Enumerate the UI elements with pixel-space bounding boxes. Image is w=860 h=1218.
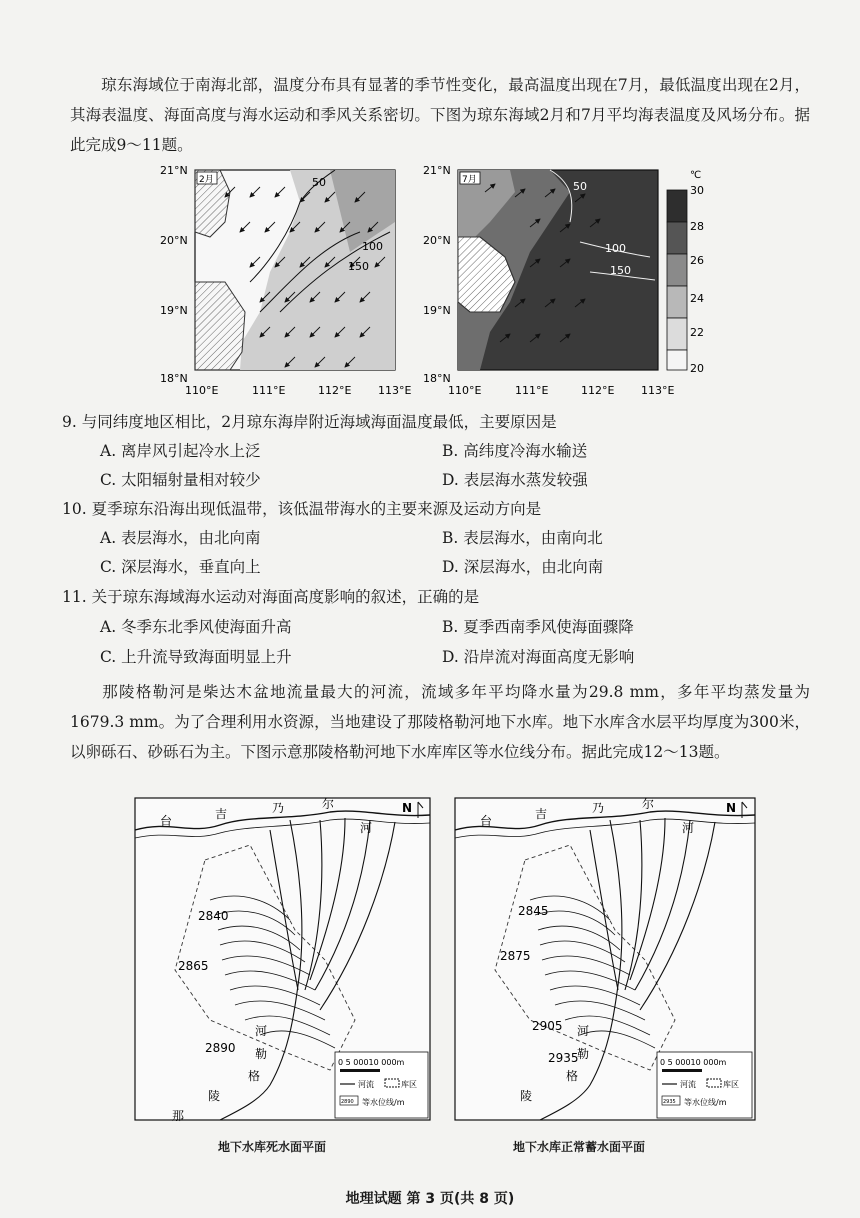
river-char: 尔 xyxy=(322,797,335,811)
river-char: 台 xyxy=(480,814,493,828)
north-arrow: N xyxy=(726,801,737,815)
contour-label: 150 xyxy=(348,260,369,273)
question-10: 10. 夏季琼东沿海出现低温带，该低温带海水的主要来源及运动方向是 xyxy=(62,500,542,518)
contour-label: 2840 xyxy=(198,909,229,923)
lon-label: 113°E xyxy=(378,384,412,397)
contour-label: 150 xyxy=(610,264,631,277)
river-char: 乃 xyxy=(272,801,285,815)
page-footer: 地理试题 第 3 页(共 8 页) xyxy=(345,1191,515,1207)
river-char: 格 xyxy=(248,1069,261,1083)
map-july xyxy=(458,170,658,370)
legend-contour: 等水位线/m xyxy=(362,1098,405,1107)
q11-option-a[interactable]: A. 冬季东北季风使海面升高 xyxy=(100,618,292,636)
lon-label: 111°E xyxy=(515,384,549,397)
passage-intro-12-13 xyxy=(70,677,810,767)
passage-intro-9-11 xyxy=(70,70,810,160)
contour-label: 2845 xyxy=(518,904,549,918)
lat-label: 20°N xyxy=(423,234,451,247)
lon-label: 112°E xyxy=(318,384,352,397)
contour-label: 100 xyxy=(362,240,383,253)
reservoir-maps xyxy=(130,790,760,1140)
lat-label: 20°N xyxy=(160,234,188,247)
map-february xyxy=(195,170,395,370)
river-char: 河 xyxy=(682,821,695,835)
contour-label: 100 xyxy=(605,242,626,255)
legend-tick: 28 xyxy=(690,220,704,233)
river-char: 尔 xyxy=(642,797,655,811)
legend-river: 河流 xyxy=(358,1080,374,1089)
contour-label: 50 xyxy=(573,180,587,193)
lon-label: 112°E xyxy=(581,384,615,397)
contour-label: 50 xyxy=(312,176,326,189)
q9-option-b[interactable]: B. 高纬度冷海水输送 xyxy=(442,442,588,460)
river-char: 勒 xyxy=(255,1047,268,1061)
q11-option-d[interactable]: D. 沿岸流对海面高度无影响 xyxy=(442,648,635,666)
legend-river: 河流 xyxy=(680,1080,696,1089)
lon-label: 110°E xyxy=(185,384,219,397)
contour-label: 2875 xyxy=(500,949,531,963)
contour-label: 2905 xyxy=(532,1019,563,1033)
river-char: 那 xyxy=(172,1109,185,1123)
north-arrow: N xyxy=(402,801,413,815)
legend-tick: 22 xyxy=(690,326,704,339)
legend-tick: 24 xyxy=(690,292,704,305)
contour-label: 2865 xyxy=(178,959,209,973)
river-char: 河 xyxy=(577,1024,590,1038)
river-char: 河 xyxy=(360,821,373,835)
map-legend xyxy=(335,1052,428,1118)
river-char: 格 xyxy=(566,1069,579,1083)
passage-text: 琼东海域位于南海北部，温度分布具有显著的季节性变化，最高温度出现在7月，最低温度出现在2月，其海表温度、海面高度与海水运动和季风关系密切。下图为琼东海域2月和7月平均海表温度及风场分布。据此完成9～11题。 xyxy=(70,76,810,154)
legend-tick: 20 xyxy=(690,362,704,375)
q11-option-b[interactable]: B. 夏季西南季风使海面骤降 xyxy=(442,618,634,636)
q9-option-c[interactable]: C. 太阳辐射量相对较少 xyxy=(100,471,261,489)
river-char: 吉 xyxy=(535,807,548,821)
q10-option-c[interactable]: C. 深层海水，垂直向上 xyxy=(100,558,261,576)
scale-bar: 0 5 00010 000m xyxy=(338,1058,405,1067)
question-9: 9. 与同纬度地区相比，2月琼东海岸附近海域海面温度最低，主要原因是 xyxy=(62,413,557,431)
month-label-jul: 7月 xyxy=(462,175,477,185)
river-char: 乃 xyxy=(592,801,605,815)
legend-contour-sample: 2935 xyxy=(663,1099,676,1105)
map-normal-water-level xyxy=(455,796,755,1120)
lon-label: 113°E xyxy=(641,384,675,397)
month-label-feb: 2月 xyxy=(199,175,214,185)
q10-option-b[interactable]: B. 表层海水，由南向北 xyxy=(442,529,603,547)
legend-tick: 26 xyxy=(690,254,704,267)
lat-label: 18°N xyxy=(423,372,451,385)
q10-option-a[interactable]: A. 表层海水，由北向南 xyxy=(100,529,261,547)
lat-label: 21°N xyxy=(423,164,451,177)
lon-label: 110°E xyxy=(448,384,482,397)
passage-text: 那陵格勒河是柴达木盆地流量最大的河流，流域多年平均降水量为29.8 mm，多年平均蒸发量为1679.3 mm。为了合理利用水资源，当地建设了那陵格勒河地下水库。地下水库含水层平均厚度为300米，以卵砾石、砂砾石为主。下图示意那陵格勒河地下水库库区等水位线分布。据此完成12～13题。 xyxy=(70,683,810,761)
lat-label: 21°N xyxy=(160,164,188,177)
lat-label: 18°N xyxy=(160,372,188,385)
q9-option-a[interactable]: A. 离岸风引起冷水上泛 xyxy=(100,442,261,460)
map-legend xyxy=(657,1052,752,1118)
sea-temperature-maps xyxy=(150,162,710,402)
river-char: 台 xyxy=(160,814,173,828)
lat-label: 19°N xyxy=(160,304,188,317)
legend-tick: 30 xyxy=(690,184,704,197)
map-dead-water-level xyxy=(135,796,430,1123)
caption-dead-water: 地下水库死水面平面 xyxy=(218,1140,327,1154)
lon-label: 111°E xyxy=(252,384,286,397)
question-11: 11. 关于琼东海域海水运动对海面高度影响的叙述，正确的是 xyxy=(62,588,480,606)
scale-bar: 0 5 00010 000m xyxy=(660,1058,727,1067)
lat-label: 19°N xyxy=(423,304,451,317)
legend-contour-sample: 2890 xyxy=(341,1099,354,1105)
legend-contour: 等水位线/m xyxy=(684,1098,727,1107)
contour-label: 2890 xyxy=(205,1041,236,1055)
river-char: 陵 xyxy=(520,1089,533,1103)
river-char: 河 xyxy=(255,1024,268,1038)
contour-label: 2935 xyxy=(548,1051,579,1065)
q9-option-d[interactable]: D. 表层海水蒸发较强 xyxy=(442,471,588,489)
legend-unit: ℃ xyxy=(690,170,702,181)
legend-area: 库区 xyxy=(723,1080,739,1089)
temperature-legend xyxy=(667,170,704,375)
caption-normal-water: 地下水库正常蓄水面平面 xyxy=(513,1140,646,1154)
q11-option-c[interactable]: C. 上升流导致海面明显上升 xyxy=(100,648,292,666)
q10-option-d[interactable]: D. 深层海水，由北向南 xyxy=(442,558,604,576)
legend-area: 库区 xyxy=(401,1080,417,1089)
river-char: 陵 xyxy=(208,1089,221,1103)
river-char: 吉 xyxy=(215,807,228,821)
river-char: 勒 xyxy=(577,1047,590,1061)
